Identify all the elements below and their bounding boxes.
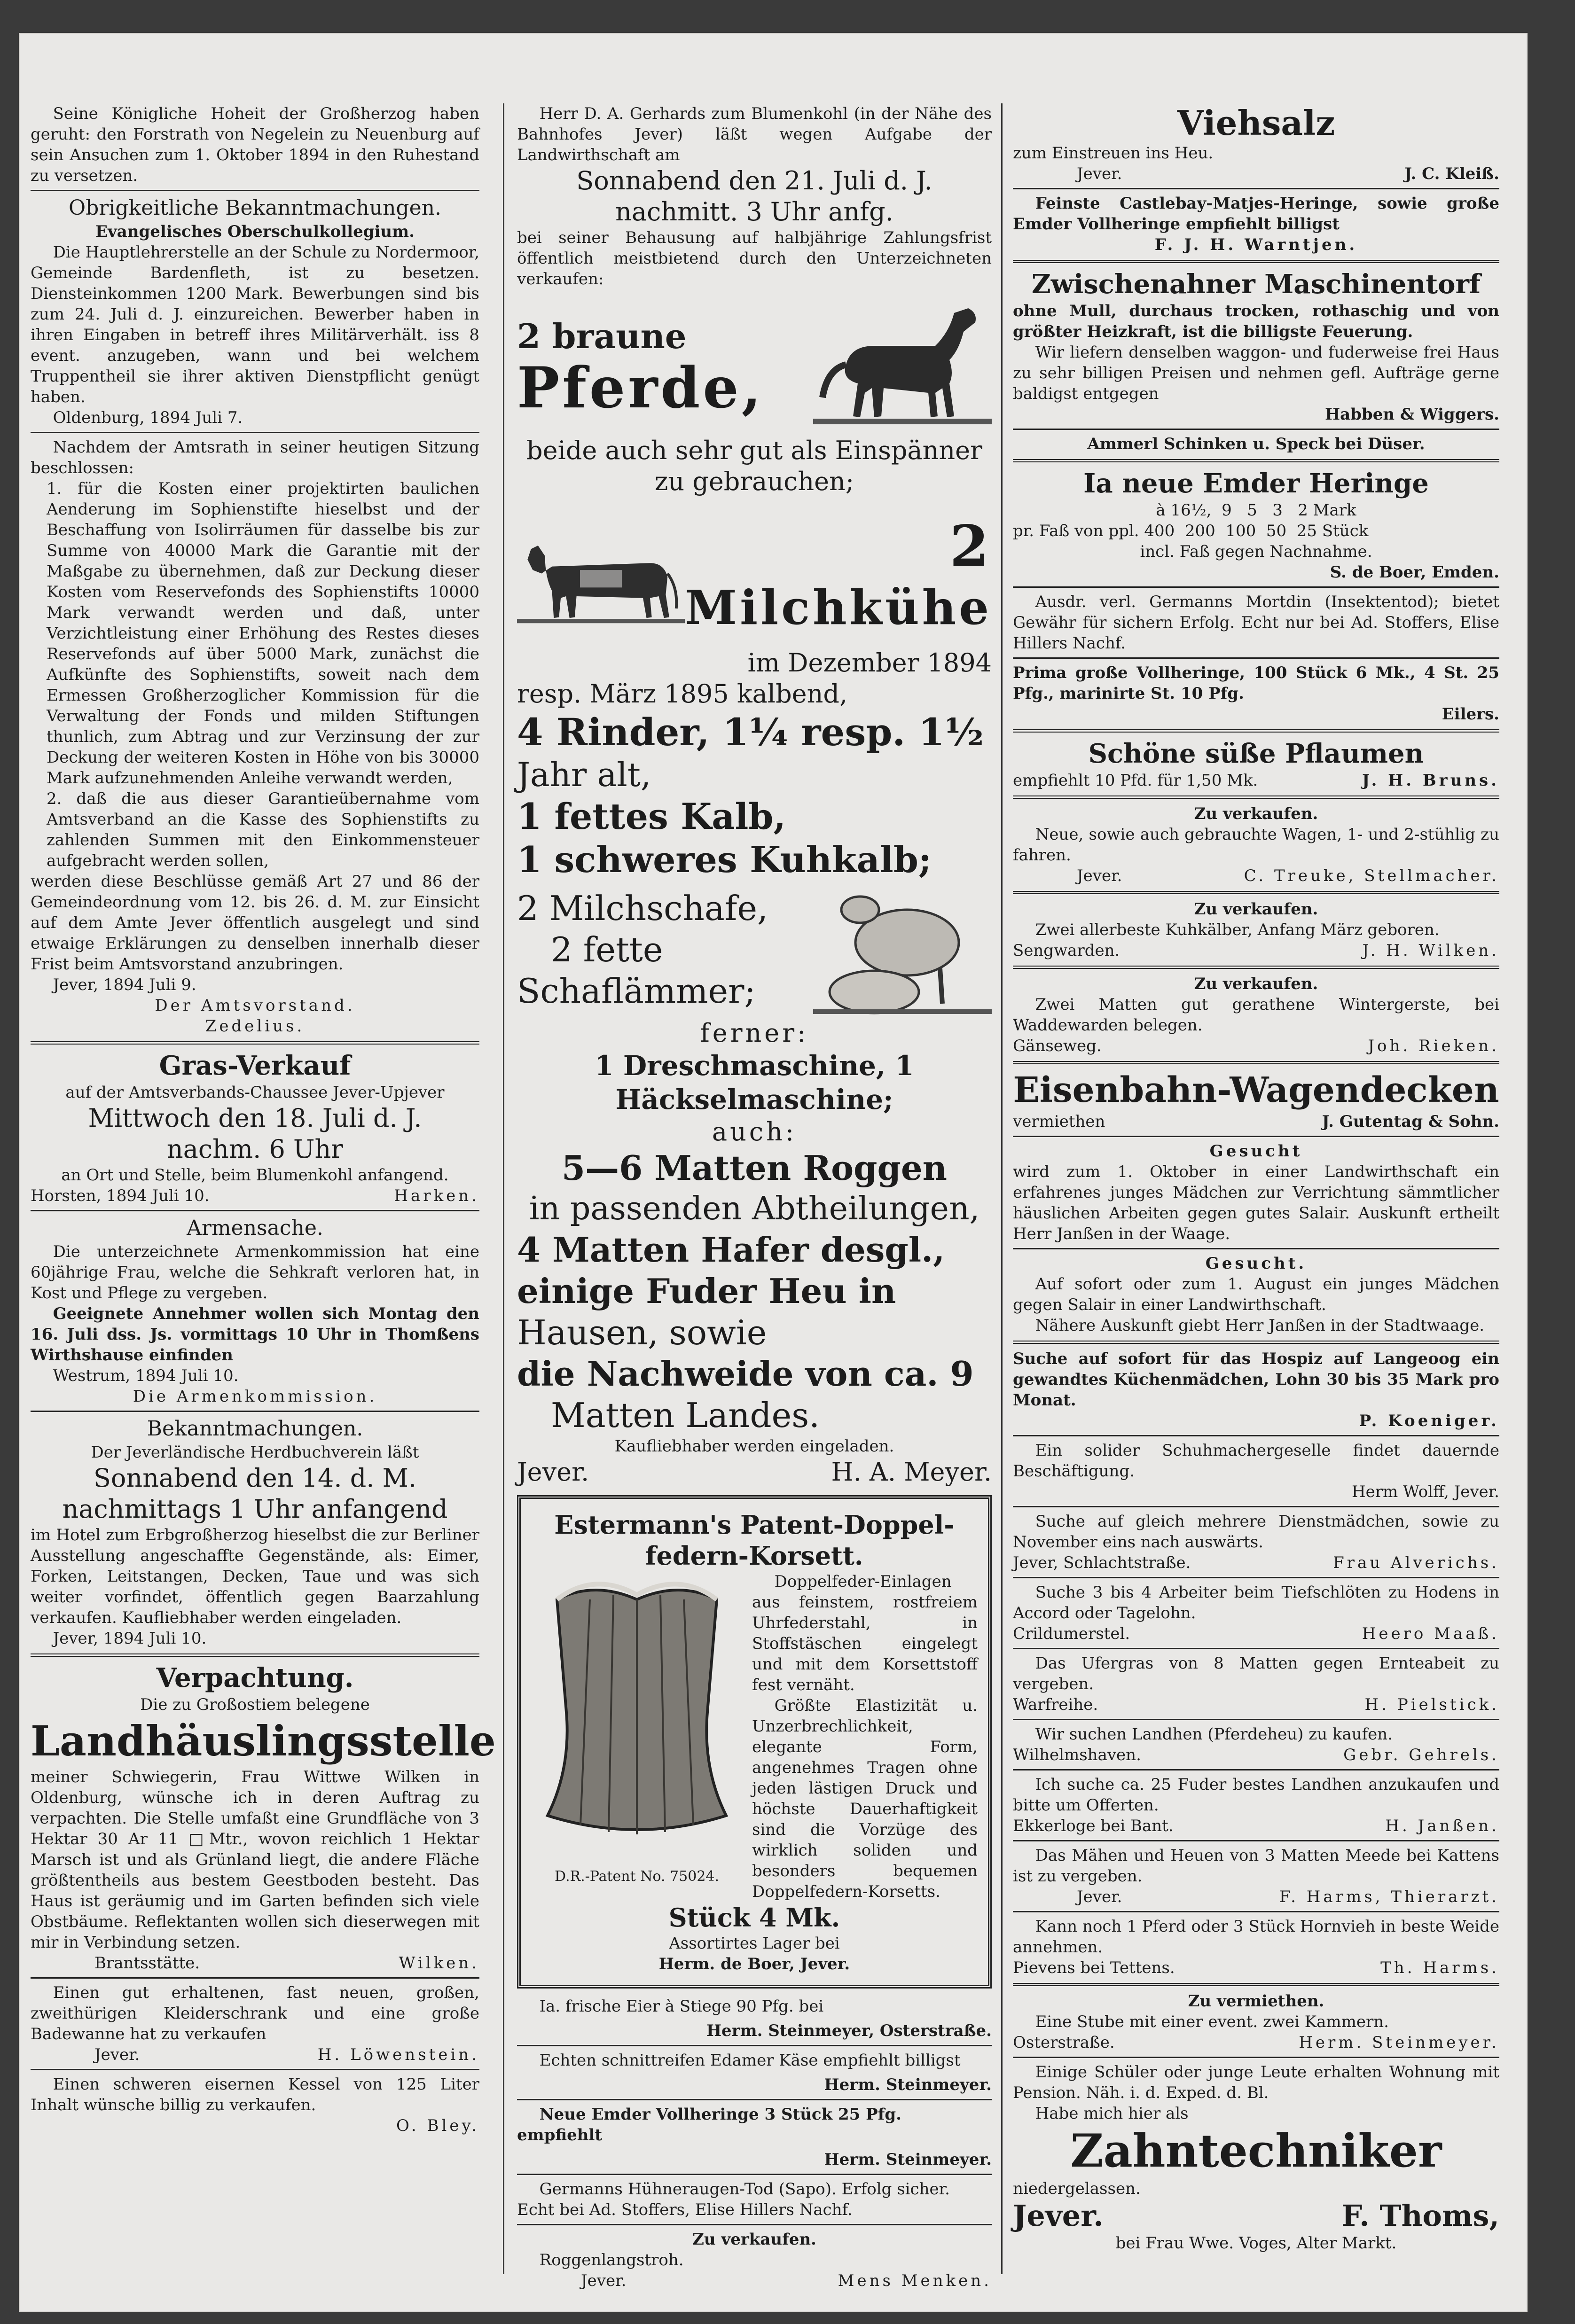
newspaper-page — [19, 33, 1528, 2312]
ad-roggenstroh: Roggenlangstroh. — [539, 2251, 684, 2269]
divider — [1013, 2057, 1499, 2058]
schuhmacher-signature: Herm Wolff, Jever. — [1351, 1482, 1499, 1501]
gras-date: Mittwoch den 18. Juli d. J. — [88, 1103, 422, 1133]
wagendecken-line: vermiethen J. Gutentag & Sohn. — [1013, 1112, 1499, 1131]
weide-signature: Pievens bei Tettens. Th. Harms. — [1013, 1958, 1499, 1977]
torf-text-2: Wir liefern denselben waggon- und fuderweise frei Haus zu sehr billigen Preisen und nehmen gefl. Aufträge gerne baldigst entgegen — [1013, 343, 1499, 403]
amtsrath-point-2: 2. daß die aus dieser Garantieübernahme vom Amtsverband an die Kasse des Sophienstifts zu zahlenden Summen mit den Einkommensteuer aufgebracht werden sollen, — [47, 789, 479, 870]
gesucht-text-3: Nähere Auskunft giebt Herr Janßen in der Stadtwaage. — [1035, 1316, 1485, 1335]
divider — [1013, 459, 1499, 462]
notice-teacher-position: Die Hauptlehrerstelle an der Schule zu Nordermoor, Gemeinde Bardenfleth, ist zu besetzen. Diensteinkommen 1200 Mark. Bewerbungen sind bis zum 24. Juli d. J. einzureichen. Bewerber haben in ihren Eingaben in betreff ihres Militärverhält. iss 8 event. anzugeben, wann und bei welchem Truppentheil sie ihrer aktiven Dienstpflicht genügt haben. — [31, 243, 479, 406]
heringe-quantities: pr. Faß von ppl. 400 200 100 50 25 Stück — [1013, 522, 1369, 540]
divider — [1013, 1719, 1499, 1720]
item-horses-count: 2 braune — [517, 316, 687, 356]
divider — [31, 432, 479, 433]
ad-huehneraugen: Germanns Hühneraugen-Tod (Sapo). Erfolg sicher. Echt bei Ad. Stoffers, Elise Hillers Nachf. — [517, 2180, 950, 2219]
heringe-prices: à 16½, 9 5 3 2 Mark — [1156, 501, 1356, 520]
heading-viehsalz: Viehsalz — [1177, 103, 1335, 143]
gras-signature: Horsten, 1894 Juli 10. Harken. — [31, 1186, 479, 1205]
divider — [517, 2224, 992, 2225]
corset-stock: Assortirtes Lager bei — [669, 1934, 840, 1953]
verkaufen-heading-3: Zu verkaufen. — [1194, 975, 1318, 993]
divider — [517, 2099, 992, 2100]
item-sheep-row — [517, 881, 992, 1018]
amtsrath-date: Jever, 1894 Juli 9. — [53, 975, 196, 994]
divider — [1013, 1061, 1499, 1064]
gesucht-text-2: Auf sofort oder zum 1. August ein junges Mädchen gegen Salair in einer Landwirthschaft. — [1013, 1275, 1499, 1314]
viehsalz-signature: Jever. J. C. Kleiß. — [1077, 164, 1499, 183]
divider — [517, 2045, 992, 2046]
amtsrath-name: Zedelius. — [205, 1017, 305, 1036]
heringe-signature: S. de Boer, Emden. — [1330, 563, 1499, 582]
auction-time: nachmitt. 3 Uhr anfg. — [615, 197, 893, 226]
column-divider-2 — [1001, 103, 1003, 2274]
corset-price: Stück 4 Mk. — [668, 1903, 840, 1933]
gesucht-text-1: wird zum 1. Oktober in einer Landwirthschaft ein erfahrenes junges Mädchen zur Verrichtung sämmtlicher häuslichen Arbeiten gegen gutes Salair. Auskunft ertheilt Herr Janßen in der Waage. — [1013, 1162, 1499, 1243]
cow-illustration — [517, 507, 685, 647]
kleiderschrank-signature: Jever. H. Löwenstein. — [94, 2045, 479, 2064]
kaelber-text: Zwei allerbeste Kuhkälber, Anfang März geboren. — [1035, 920, 1440, 939]
item-nachweide: die Nachweide von ca. 9 — [517, 1354, 974, 1394]
divider — [1013, 1983, 1499, 1986]
item-landes: Matten Landes. — [551, 1396, 820, 1435]
item-milchschafe: 2 Milchschafe, — [517, 889, 768, 928]
column-2 — [517, 103, 992, 2291]
verkaufen-heading-2: Zu verkaufen. — [1194, 900, 1318, 919]
divider — [31, 1653, 479, 1657]
heading-zahntechniker: Zahntechniker — [1070, 2124, 1442, 2177]
ferner-label: ferner: — [700, 1018, 809, 1048]
gesucht-heading-2: Gesucht. — [1205, 1254, 1307, 1273]
item-horses: Pferde, — [517, 355, 764, 421]
kessel-signature: O. Bley. — [396, 2116, 479, 2135]
divider — [1013, 729, 1499, 733]
divider — [1013, 1577, 1499, 1578]
item-cows-row — [517, 507, 992, 647]
item-cows-calving-1: im Dezember 1894 — [747, 648, 992, 678]
torf-signature: Habben & Wiggers. — [1325, 405, 1499, 424]
herdbuch-date-signature: Jever, 1894 Juli 10. — [53, 1629, 207, 1648]
corset-heading-1: Estermann's Patent-Doppel- — [554, 1510, 955, 1540]
auction-intro: Herr D. A. Gerhards zum Blumenkohl (in der Nähe des Bahnhofes Jever) läßt wegen Aufgabe der Landwirthschaft am — [517, 104, 992, 164]
divider — [1013, 657, 1499, 659]
auction-invitation: Kaufliebhaber werden eingeladen. — [614, 1437, 894, 1456]
divider — [1013, 1840, 1499, 1841]
verpachtung-line-1: Die zu Großostiem belegene — [140, 1695, 370, 1714]
gras-time: nachm. 6 Uhr — [166, 1134, 344, 1164]
heading-official-notices: Obrigkeitliche Bekanntmachungen. — [69, 196, 441, 220]
ufergras-text: Das Ufergras von 8 Matten gegen Ernteabeit zu vergeben. — [1013, 1654, 1499, 1693]
horse-illustration — [813, 299, 992, 435]
stube-signature: Osterstraße. Herm. Steinmeyer. — [1013, 2033, 1499, 2052]
item-cows: Milchkühe — [685, 580, 992, 635]
armensache-signature: Die Armenkommission. — [133, 1387, 377, 1406]
landhen-signature: Wilhelmshaven. Gebr. Gehrels. — [1013, 1746, 1499, 1764]
item-horses-desc: beide auch sehr gut als Einspänner zu gebrauchen; — [526, 436, 982, 496]
item-hafer: 4 Matten Hafer desgl., — [517, 1230, 945, 1270]
ufergras-signature: Warfreihe. H. Pielstick. — [1013, 1695, 1499, 1714]
amtsrath-intro: Nachdem der Amtsrath in seiner heutigen Sitzung beschlossen: — [31, 438, 479, 477]
item-machines: 1 Dreschmaschine, 1 Häckselmaschine; — [595, 1050, 914, 1115]
schinken-text: Ammerl Schinken u. Speck bei Düser. — [1087, 435, 1425, 453]
item-fette: 2 fette — [551, 930, 663, 969]
dienstmaedchen-text: Suche auf gleich mehrere Dienstmädchen, sowie zu November eins nach auswärts. — [1013, 1512, 1499, 1552]
item-rinder: 4 Rinder, 1¼ resp. 1½ — [517, 710, 984, 754]
stube-text: Eine Stube mit einer event. zwei Kammern. — [1035, 2012, 1389, 2031]
item-kuhkalb: 1 schweres Kuhkalb; — [517, 839, 932, 881]
divider — [1013, 1435, 1499, 1436]
vollheringe-signature: Eilers. — [1442, 705, 1499, 724]
divider — [1013, 1341, 1499, 1344]
herdbuch-date: Sonnabend den 14. d. M. — [93, 1463, 417, 1493]
divider — [31, 1210, 479, 1211]
item-hausen: Hausen, sowie — [517, 1313, 767, 1352]
gerste-text: Zwei Matten gut gerathene Wintergerste, bei Waddewarden belegen. — [1013, 995, 1499, 1035]
column-3 — [1013, 103, 1499, 2254]
divider — [1013, 1136, 1499, 1137]
ad-kaese: Echten schnittreifen Edamer Käse empfiehlt billigst — [539, 2051, 961, 2070]
matjes-text: Feinste Castlebay-Matjes-Heringe, sowie große Emder Vollheringe empfiehlt billigst — [1013, 194, 1499, 234]
arbeiter-signature: Crildumerstel. Heero Maaß. — [1013, 1624, 1499, 1643]
divider — [1013, 188, 1499, 189]
heading-armensache: Armensache. — [187, 1216, 323, 1240]
armensache-text: Die unterzeichnete Armenkommission hat eine 60jährige Frau, welche die Sehkraft verloren hat, in Kost und Pflege zu vergeben. — [31, 1242, 479, 1302]
column-divider-1 — [503, 103, 504, 2274]
torf-text: ohne Mull, durchaus trocken, rothaschig und von größter Heizkraft, ist die billigste Feuerung. — [1013, 302, 1499, 341]
sheep-illustration — [813, 881, 992, 1018]
amtsrath-point-1: 1. für die Kosten einer projektirten baulichen Aenderung im Sophienstifte hieselbst und der Beschaffung von Isolirräumen für dasselbe bis zur Summe von 40000 Mark die Garantie mit der Maßgabe zu übernehmen, daß zur Deckung dieser Kosten vom Reservefonds des Sophienstifts 10000 Mark verwandt werden und daß, unter Verzichtleistung einer Erhöhung des Restes dieses Reservefonds auf über 5000 Mark, zunächst die Aufkünfte des Sophienstifts, soweit nach dem Ermessen Großherzoglicher Kommission für die Verwaltung der Fonds und milden Stiftungen thunlich, zum Abtrag und zur Verzinsung der zur Deckung der weiteren Kosten in Höhe von bis 30000 Mark aufzunehmenden Anleihe verwandt werden, — [47, 479, 479, 788]
item-rinder-age: Jahr alt, — [517, 756, 651, 794]
pflaumen-line: empfiehlt 10 Pfd. für 1,50 Mk. J. H. Bruns. — [1013, 771, 1499, 790]
wagen-signature: Jever. C. Treuke, Stellmacher. — [1077, 866, 1499, 885]
auction-date: Sonnabend den 21. Juli d. J. — [576, 166, 932, 195]
kessel-text: Einen schweren eisernen Kessel von 125 Liter Inhalt wünsche billig zu verkaufen. — [31, 2075, 479, 2114]
schuhmacher-text: Ein solider Schuhmachergeselle findet dauernde Beschäftigung. — [1013, 1441, 1499, 1481]
heading-gras-verkauf: Gras-Verkauf — [159, 1050, 351, 1081]
corset-ad — [517, 1495, 992, 1989]
corset-heading-2: federn-Korsett. — [645, 1541, 863, 1571]
heading-emder-heringe: Ia neue Emder Heringe — [1083, 468, 1429, 499]
heading-maschinentorf: Zwischenahner Maschinentorf — [1031, 269, 1481, 300]
zahntechniker-intro: Habe mich hier als — [1035, 2104, 1189, 2123]
verpachtung-signature: Brantsstätte. Wilken. — [94, 1954, 479, 1973]
verkaufen-heading-1: Zu verkaufen. — [1194, 804, 1318, 823]
item-roggen: 5—6 Matten Roggen — [561, 1148, 948, 1188]
amtsrath-signature: Der Amtsvorstand. — [155, 996, 355, 1015]
ad-roggenstroh-signature: Jever. Mens Menken. — [581, 2271, 992, 2290]
notice-forstrath: Seine Königliche Hoheit der Großherzog haben geruht: den Forstrath von Negelein zu Neuenburg auf sein Ansuchen zum 1. Oktober 1894 in den Ruhestand zu versetzen. — [31, 104, 479, 185]
fuder-text: Ich suche ca. 25 Fuder bestes Landhen anzukaufen und bitte um Offerten. — [1013, 1775, 1499, 1815]
gerste-signature: Gänseweg. Joh. Rieken. — [1013, 1037, 1499, 1055]
divider — [31, 190, 479, 191]
item-cows-count: 2 — [949, 513, 992, 579]
divider — [31, 1041, 479, 1045]
zahntechniker-signature: Jever. F. Thoms, — [1013, 2199, 1499, 2233]
weide-text: Kann noch 1 Pferd oder 3 Stück Hornvieh in beste Weide annehmen. — [1013, 1917, 1499, 1957]
ad-heringe: Neue Emder Vollheringe 3 Stück 25 Pfg. empfiehlt — [517, 2105, 901, 2145]
ad-eier-signature: Herm. Steinmeyer, Osterstraße. — [706, 2021, 992, 2040]
auction-terms: bei seiner Behausung auf halbjährige Zahlungsfrist öffentlich meistbietend durch den Unterzeichneten verkaufen: — [517, 228, 992, 289]
viehsalz-text: zum Einstreuen ins Heu. — [1013, 144, 1214, 163]
wagen-text: Neue, sowie auch gebrauchte Wagen, 1- und 2-stühlig zu fahren. — [1013, 825, 1499, 865]
divider — [1013, 1648, 1499, 1649]
divider — [1013, 891, 1499, 894]
heringe-terms: incl. Faß gegen Nachnahme. — [1140, 542, 1372, 561]
divider — [1013, 1911, 1499, 1912]
kleiderschrank-text: Einen gut erhaltenen, fast neuen, großen, zweithürigen Kleiderschrank und eine große Badewanne hat zu verkaufen — [31, 1983, 479, 2043]
divider — [1013, 260, 1499, 263]
divider — [517, 2174, 992, 2175]
auction-signature: Jever. H. A. Meyer. — [517, 1457, 992, 1487]
hospiz-text: Suche auf sofort für das Hospiz auf Langeoog ein gewandtes Küchenmädchen, Lohn 30 bis 35 Mark pro Monat. — [1013, 1349, 1499, 1410]
corset-text-1: Doppelfeder-Einlagen aus feinstem, rostfreiem Uhrfederstahl, in Stoffstäschen eingelegt und mit dem Korsettstoff fest vernäht. — [752, 1572, 978, 1694]
verpachtung-big-heading: Landhäuslingsstelle — [31, 1716, 496, 1765]
ad-verkaufen-heading: Zu verkaufen. — [692, 2230, 816, 2249]
armensache-date: Westrum, 1894 Juli 10. — [53, 1366, 239, 1385]
divider — [1013, 429, 1499, 430]
divider — [1013, 1769, 1499, 1770]
divider — [1013, 1506, 1499, 1507]
zahntechniker-address: bei Frau Wwe. Voges, Alter Markt. — [1115, 2234, 1397, 2253]
item-roggen-2: in passenden Abtheilungen, — [529, 1190, 980, 1227]
maehen-text: Das Mähen und Heuen von 3 Matten Meede bei Kattens ist zu vergeben. — [1013, 1846, 1499, 1886]
ad-kaese-signature: Herm. Steinmeyer. — [824, 2075, 992, 2094]
subheading-oberschulkollegium: Evangelisches Oberschulkollegium. — [95, 222, 415, 241]
divider — [31, 2069, 479, 2070]
heading-verpachtung: Verpachtung. — [156, 1662, 354, 1693]
landhen-text: Wir suchen Landhen (Pferdeheu) zu kaufen. — [1035, 1725, 1393, 1744]
kaelber-signature: Sengwarden. J. H. Wilken. — [1013, 941, 1499, 960]
ad-heringe-signature: Herm. Steinmeyer. — [824, 2150, 992, 2169]
item-schaflaemmer: Schaflämmer; — [517, 971, 756, 1011]
item-horses-row — [517, 299, 992, 435]
divider — [31, 1411, 479, 1412]
amtsrath-conclusion: werden diese Beschlüsse gemäß Art 27 und 86 der Gemeindeordnung vom 12. bis 26. d. M. zur Einsicht auf dem Amte Jever öffentlich ausgelegt und sind etwaige Erklärungen zu denselben innerhalb dieser Frist beim Amtsvorstand anzubringen. — [31, 872, 479, 974]
item-kalb: 1 fettes Kalb, — [517, 795, 786, 837]
item-cows-calving-2: resp. März 1895 kalbend, — [517, 679, 848, 709]
herdbuch-text: im Hotel zum Erbgroßherzog hieselbst die zur Berliner Ausstellung angeschaffte Gegenstände, als: Eimer, Forken, Leitstangen, Decken, Taue und was sich weiter vorfindet, öffentlich gegen Baarzahlung verkaufen. Kaufliebhaber werden eingeladen. — [31, 1526, 479, 1627]
auch-label: auch: — [712, 1117, 797, 1146]
hospiz-signature: P. Koeniger. — [1359, 1412, 1499, 1430]
item-heu: einige Fuder Heu in — [517, 1271, 896, 1311]
herdbuch-line-1: Der Jeverländische Herdbuchverein läßt — [91, 1443, 419, 1462]
maehen-signature: Jever. F. Harms, Thierarzt. — [1077, 1887, 1499, 1906]
divider — [1013, 586, 1499, 588]
verpachtung-text: meiner Schwiegerin, Frau Wittwe Wilken in Oldenburg, wünsche ich in deren Auftrag zu verpachten. Die Stelle umfaßt eine Grundfläche von 3 Hektar 30 Ar 11 □Mtr., wovon reichlich 1 Hektar Marsch ist und als Grünland liegt, die andere Fläche größtentheils aus bestem Geestboden besteht. Das Haus ist geräumig und im Garten befinden sich viele Obstbäume. Reflektanten wollen sich dieserwegen mit mir in Verbindung setzen. — [31, 1768, 479, 1952]
corset-text-2: Größte Elastizität u. Unzerbrechlichkeit, elegante Form, angenehmes Tragen ohne jeden lästigen Druck und höchste Dauerhaftigkeit sind die Vorzüge des wirklich soliden und besonders bequemen Doppelfedern-Korsetts. — [752, 1696, 978, 1901]
matjes-signature: F. J. H. Warntjen. — [1154, 235, 1358, 254]
ad-eier: Ia. frische Eier à Stiege 90 Pfg. bei — [539, 1997, 824, 2016]
corset-illustration — [538, 1571, 736, 1863]
herdbuch-time: nachmittags 1 Uhr anfangend — [62, 1494, 448, 1524]
divider — [1013, 966, 1499, 969]
heading-bekanntmachungen: Bekanntmachungen. — [147, 1417, 363, 1441]
gras-place: an Ort und Stelle, beim Blumenkohl anfangend. — [61, 1166, 449, 1185]
dienstmaedchen-signature: Jever, Schlachtstraße. Frau Alverichs. — [1013, 1553, 1499, 1572]
heading-wagendecken: Eisenbahn-Wagendecken — [1013, 1070, 1499, 1110]
zahntechniker-niedergelassen: niedergelassen. — [1013, 2179, 1141, 2198]
gesucht-heading-1: Gesucht — [1209, 1142, 1303, 1161]
divider — [31, 1977, 479, 1979]
divider — [1013, 795, 1499, 799]
mortdin-text: Ausdr. verl. Germanns Mortdin (Insektentod); bietet Gewähr für sichern Erfolg. Echt nur bei Ad. Stoffers, Elise Hillers Nachf. — [1013, 593, 1499, 653]
vermiethen-heading: Zu vermiethen. — [1188, 1992, 1324, 2011]
corset-firm: Herm. de Boer, Jever. — [658, 1955, 850, 1973]
notice-signature: Oldenburg, 1894 Juli 7. — [53, 408, 243, 427]
heading-pflaumen: Schöne süße Pflaumen — [1088, 738, 1424, 769]
gras-location: auf der Amtsverbands-Chaussee Jever-Upjever — [65, 1083, 445, 1102]
corset-patent: D.R.-Patent No. 75024. — [554, 1868, 720, 1885]
arbeiter-text: Suche 3 bis 4 Arbeiter beim Tiefschlöten zu Hodens in Accord oder Tagelohn. — [1013, 1583, 1499, 1622]
armensache-text-2: Geeignete Annehmer wollen sich Montag den 16. Juli dss. Js. vormittags 10 Uhr in Thomßens Wirthshause einfinden — [31, 1304, 479, 1365]
pension-text: Einige Schüler oder junge Leute erhalten Wohnung mit Pension. Näh. i. d. Exped. d. Bl. — [1013, 2063, 1499, 2102]
divider — [1013, 1248, 1499, 1249]
column-1 — [31, 103, 496, 2136]
fuder-signature: Ekkerloge bei Bant. H. Janßen. — [1013, 1817, 1499, 1835]
vollheringe-text: Prima große Vollheringe, 100 Stück 6 Mk., 4 St. 25 Pfg., marinirte St. 10 Pfg. — [1013, 663, 1499, 703]
